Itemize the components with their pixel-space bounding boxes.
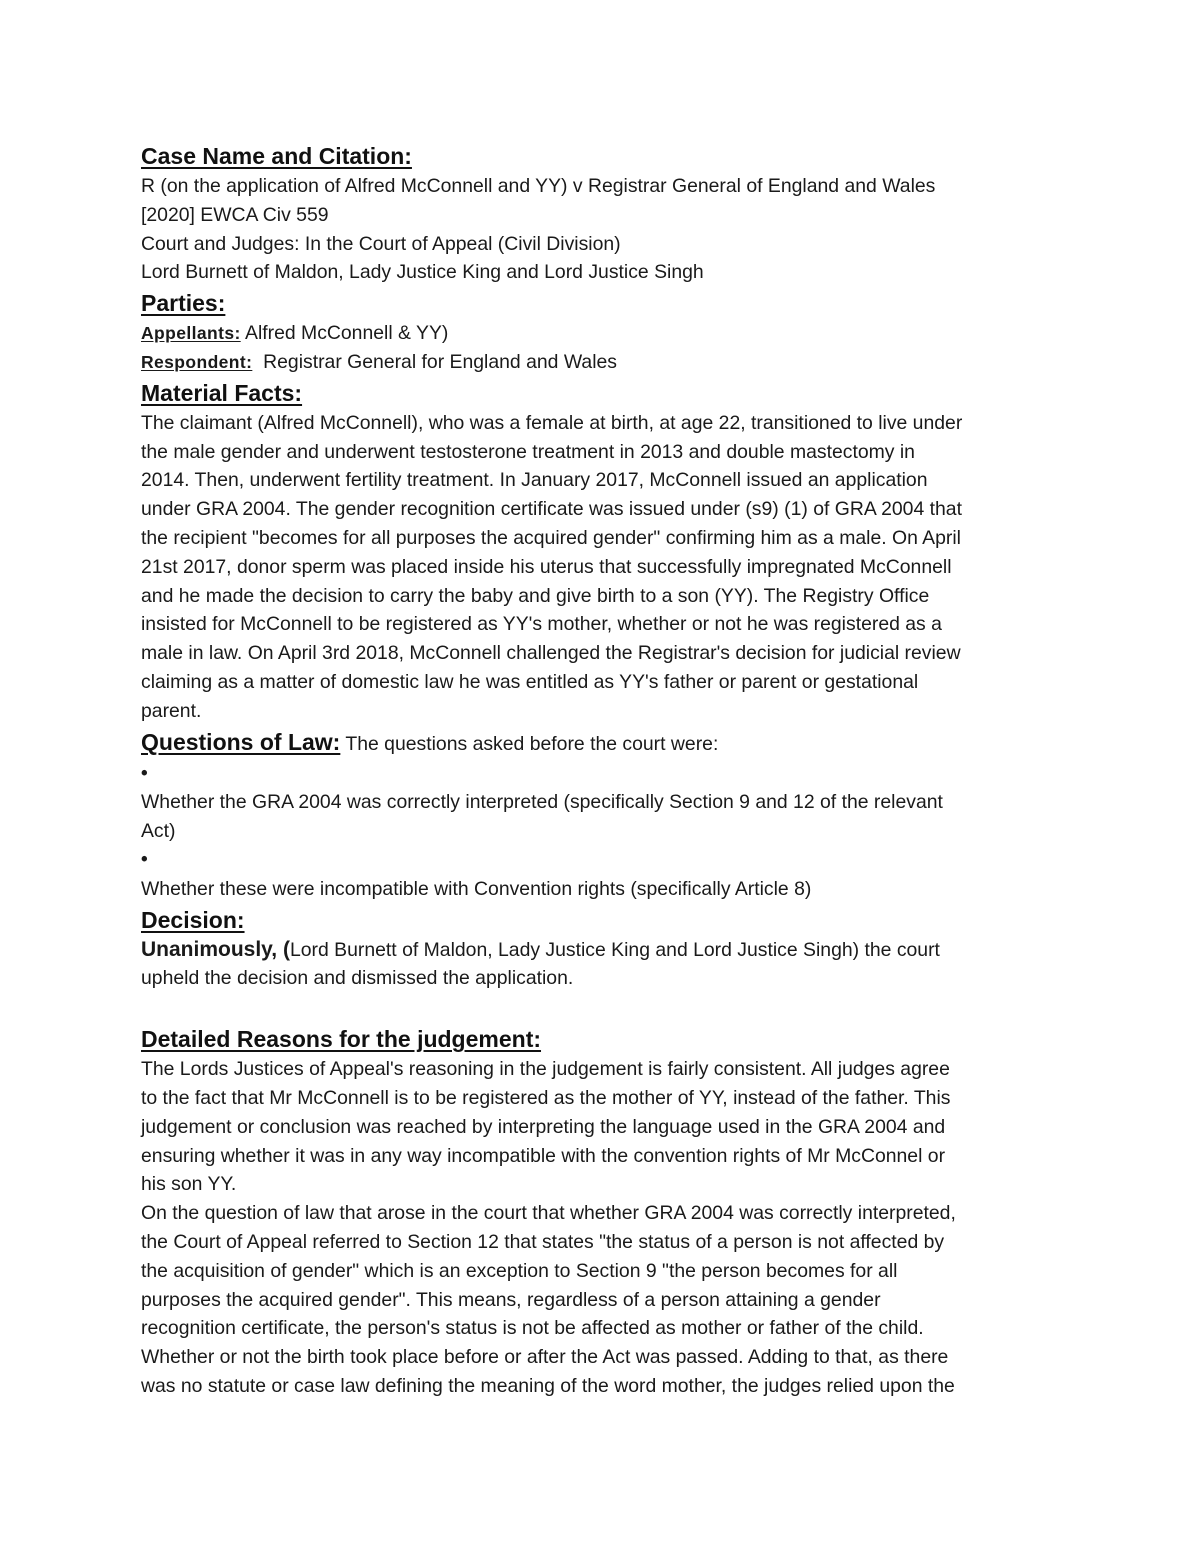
paragraph-line: under GRA 2004. The gender recognition certificate was issued under (s9) (1) of GRA 2004 that [141, 498, 962, 521]
material-facts-heading: Material Facts: [141, 379, 303, 406]
paragraph-line: the recipient "becomes for all purposes the acquired gender" confirming him as a male. On April [141, 526, 961, 549]
paragraph-line: On the question of law that arose in the court that whether GRA 2004 was correctly interpreted, [141, 1202, 956, 1225]
parties-heading: Parties: [141, 290, 226, 317]
paragraph-line: the acquisition of gender" which is an exception to Section 9 "the person becomes for all [141, 1259, 898, 1282]
paragraph-line: recognition certificate, the person's status is not be affected as mother or father of the child. [141, 1317, 924, 1340]
questions-of-law-line [141, 726, 1071, 760]
respondent-value: Registrar General for England and Wales [252, 350, 617, 373]
paragraph-line: The claimant (Alfred McConnell), who was a female at birth, at age 22, transitioned to live under [141, 411, 963, 434]
question-item-line: Whether these were incompatible with Convention rights (specifically Article 8) [141, 877, 812, 900]
document-body [141, 140, 1071, 1401]
decision-line: upheld the decision and dismissed the application. [141, 967, 574, 990]
paragraph-line: 21st 2017, donor sperm was placed inside his uterus that successfully impregnated McConnell [141, 555, 952, 578]
paragraph-line: male in law. On April 3rd 2018, McConnell challenged the Registrar's decision for judicial review [141, 642, 961, 665]
paragraph-line: purposes the acquired gender". This means, regardless of a person attaining a gender [141, 1288, 881, 1311]
decision-lead: Unanimously, ( [141, 937, 290, 961]
paragraph-line: the male gender and underwent testosterone treatment in 2013 and double mastectomy in [141, 440, 915, 463]
bullet-icon: • [141, 848, 148, 870]
paragraph-line: Whether or not the birth took place before or after the Act was passed. Adding to that, as there [141, 1346, 949, 1369]
questions-of-law-heading: Questions of Law: [141, 728, 341, 755]
question-item-line: Act) [141, 820, 176, 843]
material-facts-paragraph [141, 409, 1071, 726]
paragraph-line: the Court of Appeal referred to Section 12 that states "the status of a person is not affected by [141, 1230, 945, 1253]
paragraph-line: claiming as a matter of domestic law he was entitled as YY's father or parent or gestational [141, 670, 919, 693]
case-citation-line: [2020] EWCA Civ 559 [141, 203, 329, 226]
paragraph-line: ensuring whether it was in any way incompatible with the convention rights of Mr McConnel or [141, 1144, 946, 1167]
detailed-reasons-paragraph [141, 1055, 1071, 1401]
paragraph-line: to the fact that Mr McConnell is to be registered as the mother of YY, instead of the father. This [141, 1086, 951, 1109]
respondent-line [141, 348, 1071, 377]
decision-text: Lord Burnett of Maldon, Lady Justice King and Lord Justice Singh) the court [289, 938, 940, 961]
court-line: Court and Judges: In the Court of Appeal (Civil Division) [141, 232, 621, 255]
respondent-label: Respondent: [141, 351, 253, 372]
paragraph-line: The Lords Justices of Appeal's reasoning in the judgement is fairly consistent. All judges agree [141, 1058, 950, 1081]
paragraph-line: parent. [141, 699, 202, 722]
detailed-reasons-heading: Detailed Reasons for the judgement: [141, 1026, 542, 1053]
case-citation-line: R (on the application of Alfred McConnell and YY) v Registrar General of England and Wales [141, 175, 936, 197]
decision-line [141, 936, 1071, 965]
appellants-value: Alfred McConnell & YY) [240, 322, 449, 345]
paragraph-line: his son YY. [141, 1173, 237, 1196]
paragraph-line: 2014. Then, underwent fertility treatment. In January 2017, McConnell issued an application [141, 469, 928, 492]
questions-intro: The questions asked before the court were: [340, 732, 719, 755]
paragraph-line: was no statute or case law defining the meaning of the word mother, the judges relied upon the [141, 1374, 955, 1397]
blank-line [141, 993, 1071, 1023]
judges-line: Lord Burnett of Maldon, Lady Justice King and Lord Justice Singh [141, 261, 704, 284]
question-item-line: Whether the GRA 2004 was correctly interpreted (specifically Section 9 and 12 of the relevant [141, 791, 943, 814]
paragraph-line: and he made the decision to carry the baby and give birth to a son (YY). The Registry Office [141, 584, 930, 607]
paragraph-line: insisted for McConnell to be registered as YY's mother, whether or not he was registered as a [141, 613, 942, 636]
bullet-icon: • [141, 762, 148, 784]
appellants-line [141, 319, 1071, 348]
paragraph-line: judgement or conclusion was reached by interpreting the language used in the GRA 2004 and [141, 1115, 946, 1138]
decision-heading: Decision: [141, 906, 245, 933]
appellants-label: Appellants: [141, 323, 241, 344]
case-name-heading: Case Name and Citation: [141, 143, 412, 169]
